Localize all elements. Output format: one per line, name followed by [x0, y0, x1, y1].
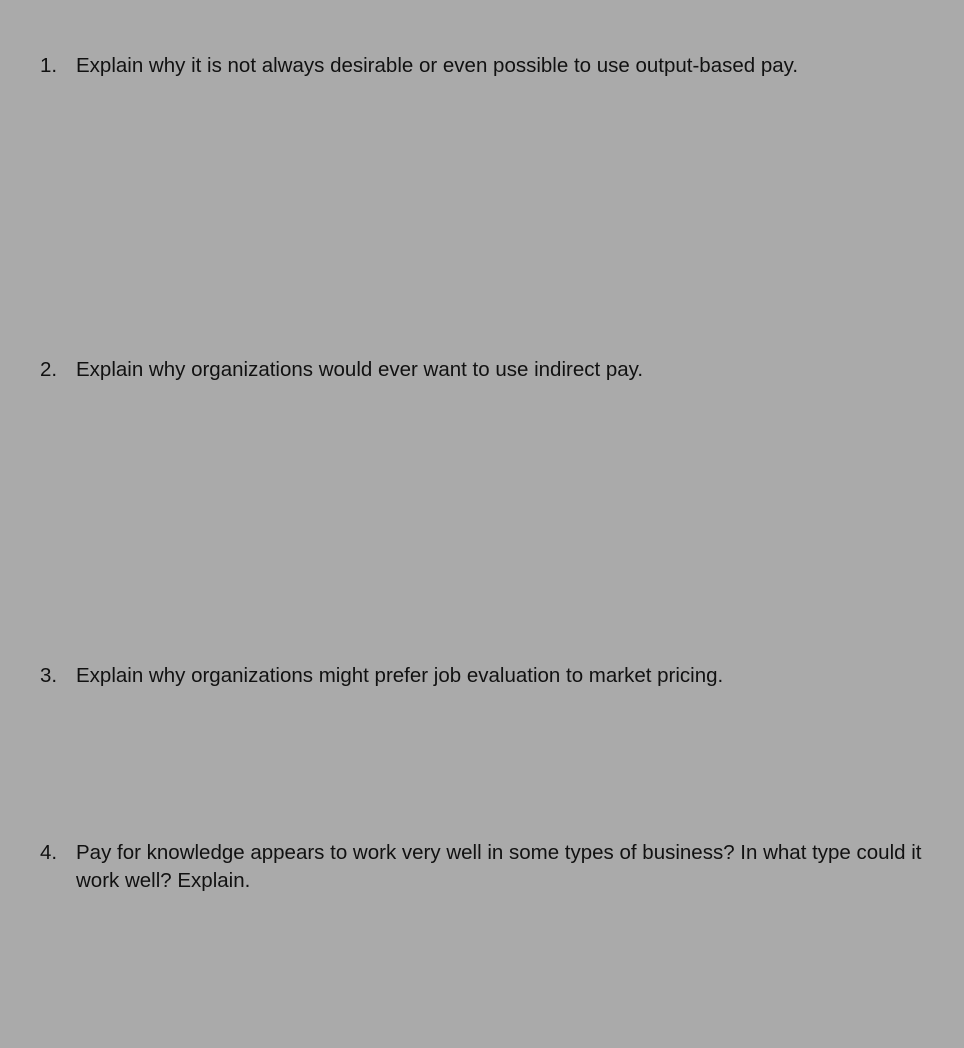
question-text: Explain why organizations might prefer job evaluation to market pricing.	[76, 664, 724, 687]
question-3	[40, 662, 930, 690]
question-number: 3.	[40, 664, 58, 687]
question-2	[40, 356, 930, 384]
question-4	[40, 839, 930, 895]
question-number: 1.	[40, 54, 58, 77]
question-text: Pay for knowledge appears to work very well in some types of business? In what type could it work well? Explain.	[76, 841, 922, 892]
question-number: 2.	[40, 358, 58, 381]
question-1	[40, 52, 930, 80]
question-text: Explain why it is not always desirable or even possible to use output-based pay.	[76, 54, 799, 77]
question-text: Explain why organizations would ever want to use indirect pay.	[76, 358, 644, 381]
question-number: 4.	[40, 841, 58, 864]
